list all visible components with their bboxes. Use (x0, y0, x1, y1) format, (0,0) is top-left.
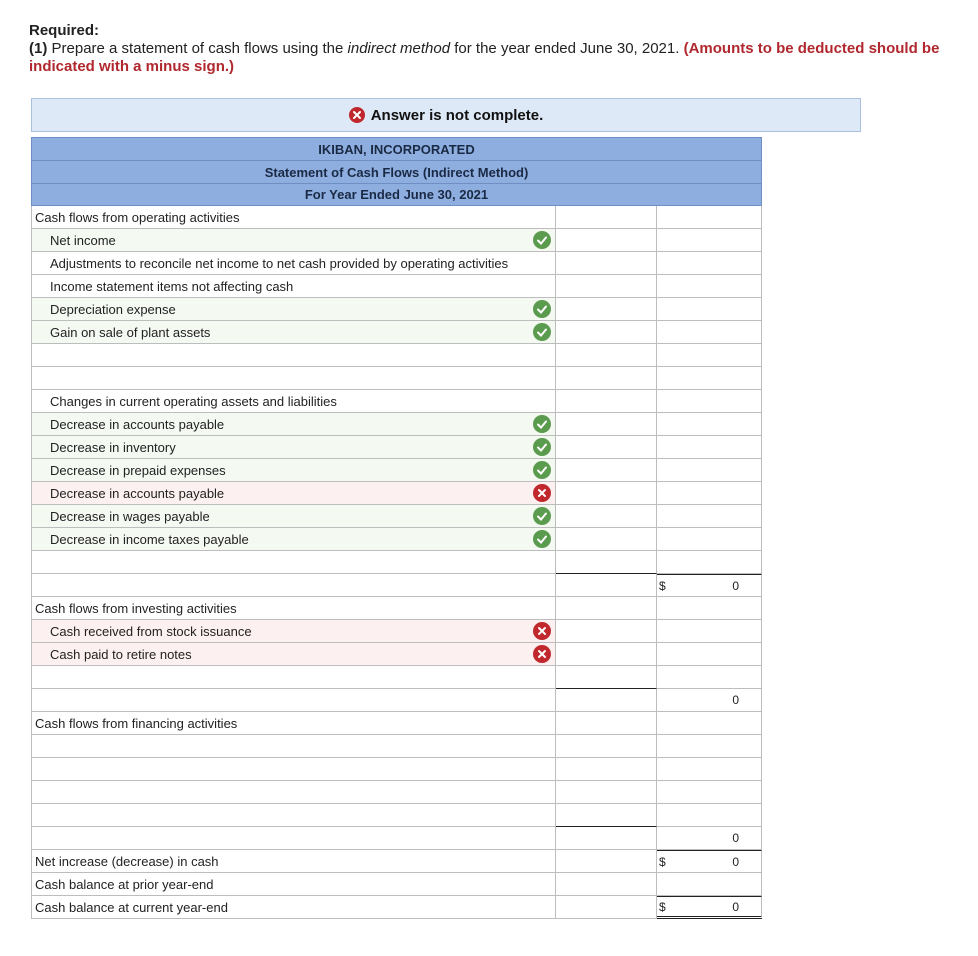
row-label: Changes in current operating assets and liabilities (31, 390, 556, 413)
account-select[interactable] (31, 735, 556, 758)
table-row (31, 827, 762, 850)
amount-cell (556, 850, 657, 873)
account-select[interactable] (31, 804, 556, 827)
amount-input[interactable] (556, 298, 657, 321)
amount-cell (556, 827, 657, 850)
total-cell[interactable] (657, 482, 762, 505)
cash-flow-statement (31, 137, 762, 919)
section-label: Cash flows from operating activities (31, 206, 556, 229)
table-row (31, 390, 762, 413)
amount-input[interactable] (556, 229, 657, 252)
amount-input[interactable] (556, 758, 657, 781)
incorrect-icon (533, 484, 551, 502)
amount-cell (556, 873, 657, 896)
amount-input[interactable] (556, 643, 657, 666)
amount-input[interactable] (556, 436, 657, 459)
amount-input[interactable] (556, 344, 657, 367)
amount-input[interactable] (556, 505, 657, 528)
check-icon (533, 507, 551, 525)
minus-sign-note: (Amounts to be deducted should be indicated with a minus sign.) (29, 40, 940, 75)
table-row (31, 436, 762, 459)
table-row (31, 597, 762, 620)
investing-total[interactable]: 0 (657, 689, 762, 712)
table-row (31, 574, 762, 597)
table-row (31, 275, 762, 298)
table-row (31, 643, 762, 666)
blank-label[interactable] (31, 689, 556, 712)
check-icon (533, 231, 551, 249)
table-row (31, 528, 762, 551)
total-cell[interactable] (657, 781, 762, 804)
amount-cell[interactable] (556, 390, 657, 413)
account-select[interactable] (31, 781, 556, 804)
account-select[interactable]: Gain on sale of plant assets (31, 321, 556, 344)
incorrect-icon (533, 622, 551, 640)
amount-input[interactable] (556, 413, 657, 436)
table-row (31, 896, 762, 919)
total-cell[interactable] (657, 758, 762, 781)
amount-cell (556, 712, 657, 735)
statement-period: For Year Ended June 30, 2021 (31, 183, 762, 206)
financing-total[interactable]: 0 (657, 827, 762, 850)
total-cell[interactable] (657, 298, 762, 321)
check-icon (533, 530, 551, 548)
total-cell[interactable] (657, 413, 762, 436)
table-row (31, 873, 762, 896)
total-cell[interactable] (657, 252, 762, 275)
total-cell[interactable] (657, 390, 762, 413)
table-row (31, 229, 762, 252)
amount-cell (556, 896, 657, 919)
total-cell[interactable] (657, 804, 762, 827)
table-row (31, 482, 762, 505)
incorrect-icon (533, 645, 551, 663)
blank-label (31, 367, 556, 390)
table-row (31, 459, 762, 482)
instruction-text: (1) Prepare a statement of cash flows using the indirect method for the year ended June 30, 2021. (Amounts to be deducted should be indicated with a minus sign.) (29, 40, 940, 75)
amount-input[interactable] (556, 459, 657, 482)
check-icon (533, 438, 551, 456)
total-cell[interactable] (657, 505, 762, 528)
table-row (31, 804, 762, 827)
account-select[interactable]: Decrease in accounts payable (31, 482, 556, 505)
table-row (31, 298, 762, 321)
total-cell[interactable] (657, 459, 762, 482)
amount-input[interactable] (556, 321, 657, 344)
amount-input[interactable] (556, 551, 657, 574)
row-label: Cash balance at current year-end (31, 896, 556, 919)
amount-input[interactable] (556, 781, 657, 804)
total-cell[interactable] (657, 436, 762, 459)
amount-cell (556, 597, 657, 620)
table-row (31, 735, 762, 758)
account-select[interactable]: Decrease in accounts payable (31, 413, 556, 436)
amount-cell (556, 574, 657, 597)
account-select[interactable]: Net income (31, 229, 556, 252)
table-row (31, 620, 762, 643)
check-icon (533, 323, 551, 341)
check-icon (533, 300, 551, 318)
amount-cell[interactable] (556, 206, 657, 229)
account-select[interactable] (31, 758, 556, 781)
table-row (31, 252, 762, 275)
table-row (31, 321, 762, 344)
account-select[interactable]: Depreciation expense (31, 298, 556, 321)
section-label: Cash flows from investing activities (31, 597, 556, 620)
account-select[interactable]: Cash paid to retire notes (31, 643, 556, 666)
total-cell[interactable] (657, 620, 762, 643)
incorrect-icon (349, 107, 365, 123)
section-label: Cash flows from financing activities (31, 712, 556, 735)
required-heading: Required: (29, 22, 100, 39)
total-cell[interactable] (657, 643, 762, 666)
total-cell[interactable] (657, 344, 762, 367)
row-label: Cash balance at prior year-end (31, 873, 556, 896)
row-label: Net increase (decrease) in cash (31, 850, 556, 873)
amount-cell[interactable] (556, 275, 657, 298)
company-name: IKIBAN, INCORPORATED (31, 137, 762, 160)
row-label: Income statement items not affecting cash (31, 275, 556, 298)
table-row (31, 413, 762, 436)
amount-cell[interactable] (556, 252, 657, 275)
blank-label[interactable] (31, 574, 556, 597)
amount-input[interactable] (556, 666, 657, 689)
total-cell[interactable] (657, 528, 762, 551)
total-cell[interactable] (657, 321, 762, 344)
total-cell (657, 367, 762, 390)
table-row (31, 689, 762, 712)
total-cell (657, 597, 762, 620)
check-icon (533, 415, 551, 433)
check-icon (533, 461, 551, 479)
amount-input[interactable] (556, 735, 657, 758)
table-row (31, 344, 762, 367)
net-change-total[interactable]: $ 0 (657, 850, 762, 873)
blank-label[interactable] (31, 551, 556, 574)
total-cell[interactable] (657, 206, 762, 229)
table-row (31, 850, 762, 873)
statement-title: Statement of Cash Flows (Indirect Method) (31, 160, 762, 183)
total-cell[interactable] (657, 229, 762, 252)
total-cell[interactable] (657, 275, 762, 298)
account-select[interactable]: Decrease in income taxes payable (31, 528, 556, 551)
table-row (31, 206, 762, 229)
blank-label[interactable] (31, 827, 556, 850)
total-cell[interactable] (657, 551, 762, 574)
blank-label[interactable] (31, 344, 556, 367)
cash-prior-input[interactable] (657, 873, 762, 896)
table-row (31, 551, 762, 574)
table-row (31, 505, 762, 528)
instructions (29, 22, 959, 76)
table-row (31, 758, 762, 781)
table-row (31, 712, 762, 735)
answer-status-banner: Answer is not complete. (31, 98, 861, 132)
total-cell[interactable] (657, 666, 762, 689)
amount-input[interactable] (556, 528, 657, 551)
operating-total[interactable]: $ 0 (657, 574, 762, 597)
row-label: Adjustments to reconcile net income to net cash provided by operating activities (31, 252, 556, 275)
blank-label[interactable] (31, 666, 556, 689)
account-select[interactable]: Decrease in inventory (31, 436, 556, 459)
total-cell (657, 712, 762, 735)
account-select[interactable]: Cash received from stock issuance (31, 620, 556, 643)
amount-input[interactable] (556, 620, 657, 643)
amount-input[interactable] (556, 804, 657, 827)
amount-cell (556, 689, 657, 712)
table-row (31, 367, 762, 390)
table-row (31, 666, 762, 689)
cash-current-total[interactable]: $ 0 (657, 896, 762, 919)
account-select[interactable]: Decrease in prepaid expenses (31, 459, 556, 482)
amount-input[interactable] (556, 482, 657, 505)
amount-cell (556, 367, 657, 390)
account-select[interactable]: Decrease in wages payable (31, 505, 556, 528)
table-row (31, 781, 762, 804)
total-cell[interactable] (657, 735, 762, 758)
